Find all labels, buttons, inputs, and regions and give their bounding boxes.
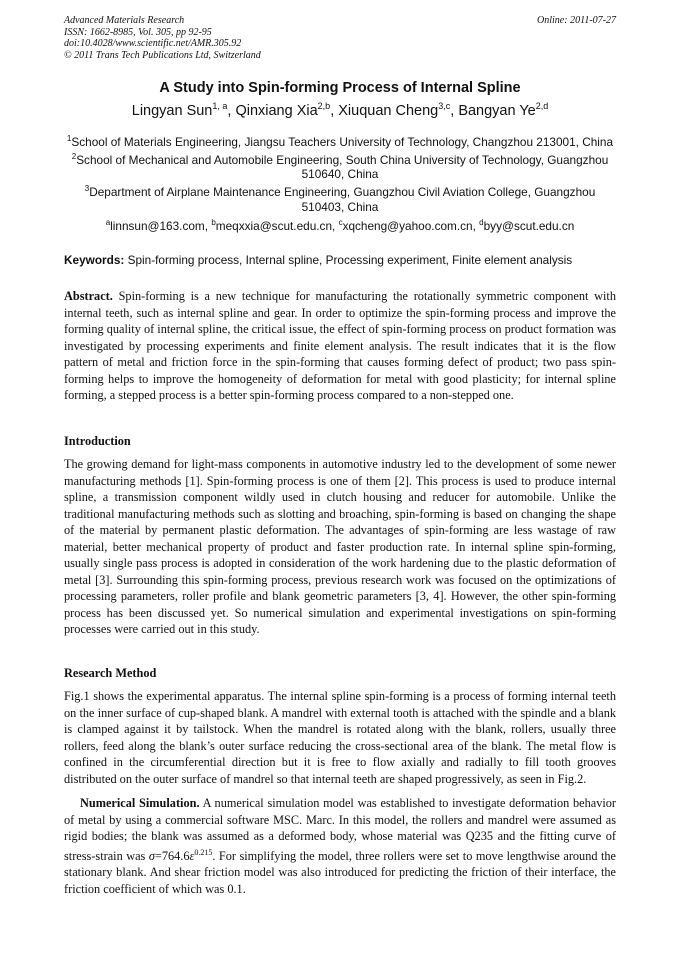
- abstract-text: Spin-forming is a new technique for manufacturing the rotationally symmetric component with internal teeth, such as internal spline and gear. In order to optimize the spin-forming process and improve the forming quality of internal spline, the critical issue, the effect of spin-forming process on product formation was investigated by processing experiments and finite element analysis. The result indicates that it is the flow pattern of metal and friction force in the spin-forming that causes forming defect of product; two pass spin-forming helps to improve the homogeneity of deformation for metal with good plasticity; for internal spline forming, a stepped process is a better spin-forming process compared to a non-stepped one.: [64, 289, 616, 402]
- affiliation-sup: 1: [66, 134, 72, 143]
- doi-line: doi:10.4028/www.scientific.net/AMR.305.92: [64, 38, 242, 49]
- journal-name: Advanced Materials Research: [64, 15, 185, 26]
- author-name: Bangyan Ye: [458, 102, 536, 119]
- email-sup: a: [105, 218, 111, 227]
- author-list: Lingyan Sun$^{1, a}$, Qinxiang Xia$^{2,b}$, Xiuquan Cheng$^{3,c}$, Bangyan Ye$^{2,d}$: [131, 101, 549, 119]
- paper-title: A Study into Spin-forming Process of Internal Spline: [159, 80, 521, 96]
- introduction-text: The growing demand for light-mass components in automotive industry led to the development of some newer manufacturing methods [1]. Spin-forming process is one of them [2]. This process is used to produce internal spline, a transmission component wildly used in clutch housing and reducer for automobile. Unlike the traditional manufacturing methods such as slotting and broaching, spin-forming is based on changing the shape of the material by permanent plastic deformation. The advantages of spin-forming are less wastage of raw material, better mechanical property of product and faster production rate. In internal spline spin-forming, usually single pass process is adopted in consideration of the work hardening due to the plastic deformation of metal [3]. Surrounding this spin-forming process, previous research work was focused on the optimizations of processing parameters, roller profile and blank geometric parameters [3, 4]. However, the other spin-forming process has been discussed yet. So numerical simulation and experimental investigations on spin-forming processes were carried out in this study.: [64, 457, 616, 636]
- affiliation: [64, 182, 616, 215]
- email-address: linnsun@163.com: [110, 218, 205, 233]
- keywords-text: Spin-forming process, Internal spline, Processing experiment, Finite element analysis: [127, 253, 573, 267]
- formula-mid: =764.6: [154, 848, 190, 863]
- email-sup: d: [479, 218, 484, 227]
- author-affil-sup: 2,b: [317, 101, 331, 111]
- email-sup: b: [211, 218, 216, 227]
- author-affil-sup: 3,c: [438, 101, 451, 111]
- affiliation-text: School of Materials Engineering, Jiangsu Teachers University of Technology, Changzhou 213001, China: [71, 134, 614, 149]
- affiliation-text: Department of Airplane Maintenance Engineering, Guangzhou Civil Aviation College, Guangzhou 510403, China: [89, 185, 596, 214]
- affiliation-sup: 3: [84, 184, 90, 194]
- affiliation-list: [64, 132, 616, 215]
- author-name: Xiuquan Cheng: [338, 102, 439, 119]
- online-date: Online: 2011-07-27: [537, 15, 616, 26]
- copyright-line: © 2011 Trans Tech Publications Ltd, Switzerland: [64, 49, 261, 61]
- affiliation-text: School of Mechanical and Automobile Engineering, South China University of Technology, Guangzhou 510640, China: [76, 152, 609, 182]
- author-affil-sup: 2,d: [535, 101, 549, 111]
- affiliation-sup: 2: [71, 151, 77, 161]
- numerical-simulation-text: A numerical simulation model was established to investigate deformation behavior of metal by using a commercial software MSC. Marc. In this model, the rollers and mandrel were assumed as rigid bodies; the blank was assumed as a deformed body, whose material was Q235 and the fitting curve of stress-strain was: [64, 796, 616, 863]
- affiliation: [64, 132, 616, 150]
- email-address: byy@scut.edu.cn: [483, 218, 575, 233]
- research-method-heading: Research Method: [64, 666, 157, 680]
- formula-epsilon: ε: [189, 848, 195, 863]
- author-affil-sup: 1, a: [212, 101, 228, 111]
- email-sup: c: [338, 218, 343, 227]
- author-name: Lingyan Sun: [131, 102, 213, 119]
- email-list: $^a$linnsun@163.com, $^b$meqxxia@scut.edu.cn, $^c$xqcheng@yahoo.com.cn, $^d$byy@scut.edu.cn: [105, 218, 575, 233]
- affiliation: [64, 150, 616, 183]
- journal-header: [64, 15, 616, 61]
- email-address: xqcheng@yahoo.com.cn: [342, 218, 473, 233]
- issn-line: ISSN: 1662-8985, Vol. 305, pp 92-95: [64, 26, 212, 38]
- formula-sigma: σ: [148, 848, 155, 863]
- abstract: [64, 288, 616, 404]
- research-method-text: Fig.1 shows the experimental apparatus. The internal spline spin-forming is a process of forming internal teeth on the inner surface of cup-shaped blank. A mandrel with external tooth is attached with the spindle and a blank is clamped against it by tailstock. When the mandrel is rotated along with the blank, rollers, usually three rollers, feed along the blank’s outer surface reducing the cross-sectional area of the blank. The metal flow is confined in the circumferential direction but it is free to flow axially and radially to fill tooth grooves distributed on the outer surface of mandrel so that internal teeth are shaped progressively, as seen in Fig.2.: [64, 689, 616, 786]
- keywords: [64, 253, 616, 267]
- author-name: Qinxiang Xia: [235, 102, 318, 119]
- numerical-simulation-text-cont: . For simplifying the model, three rollers were set to move lengthwise around the stationary blank. And shear friction model was also introduced for predicting the friction of their interface, the friction coefficient of which was 0.1.: [64, 848, 616, 896]
- keywords-label: Keywords:: [64, 253, 125, 267]
- email-address: meqxxia@scut.edu.cn: [215, 218, 333, 233]
- formula-exponent: 0.215: [194, 847, 213, 857]
- numerical-simulation-paragraph: [64, 795, 616, 897]
- numerical-simulation-label: Numerical Simulation.: [80, 796, 200, 810]
- abstract-label: Abstract.: [64, 289, 113, 303]
- introduction-heading: Introduction: [64, 434, 131, 448]
